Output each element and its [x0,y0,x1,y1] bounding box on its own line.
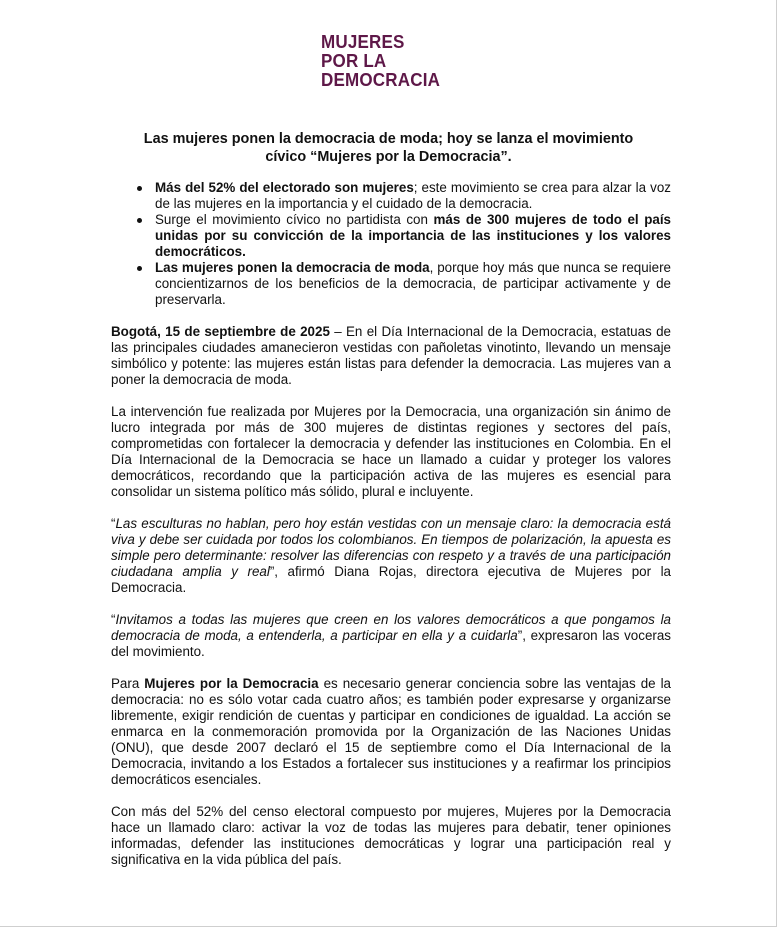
paragraph-dateline [111,324,671,388]
key-points-list [111,180,671,308]
paragraph-3-bold: Mujeres por la Democracia [144,676,319,691]
key-point-3-text: , porque hoy más que nunca se requiere concientizarnos de los beneficios de la democracia, de participar activamente y de preservarla. [155,260,671,307]
organization-logo [321,32,440,89]
press-release-title [111,130,666,166]
quote-voceras [111,612,671,660]
paragraph-intervention [111,404,671,500]
title-line-2: cívico “Mujeres por la Democracia”. [265,149,512,165]
key-point-1-text: ; este movimiento se crea para alzar la voz de las mujeres en la importancia y el cuidado de la democracia. [155,180,671,211]
press-release-body [111,180,671,884]
quote-1-open: “ [111,516,116,531]
title-line-1: Las mujeres ponen la democracia de moda; hoy se lanza el movimiento [143,131,634,147]
quote-1-text: Las esculturas no hablan, pero hoy están vestidas con un mensaje claro: la democracia está viva y debe ser cuidada por todos los colombianos. En tiempos de polarización, la apuesta es simple pero determinante: resolver las diferencias con respeto y a través de una participación ciudadana amplia y real [111,516,671,579]
quote-1-attribution: ”, afirmó Diana Rojas, directora ejecutiva de Mujeres por la Democracia. [111,564,671,595]
paragraph-4-text: Con más del 52% del censo electoral compuesto por mujeres, Mujeres por la Democracia hace un llamado claro: activar la voz de todas las mujeres para debatir, tener opiniones informadas, defender las instituciones democráticas y lograr una participación real y significativa en la vida pública del país. [111,804,671,867]
key-point-2 [111,212,671,260]
key-point-3-bold: Las mujeres ponen la democracia de moda [155,260,430,275]
key-point-2-bold: más de 300 mujeres de todo el país unidas por su convicción de la importancia de las instituciones y los valores democráticos. [155,212,671,259]
logo-line-3: DEMOCRACIA [321,69,441,90]
logo-line-2: POR LA [321,50,387,71]
dateline: Bogotá, 15 de septiembre de 2025 [111,324,330,339]
bullet-icon [137,186,142,191]
bullet-icon [137,218,142,223]
key-point-2-text: Surge el movimiento cívico no partidista con [155,212,434,227]
quote-diana-rojas [111,516,671,596]
paragraph-2-text: La intervención fue realizada por Mujeres por la Democracia, una organización sin ánimo de lucro integrada por más de 300 mujeres de distintas regiones y sectores del país, comprometidas con fortalecer la democracia y defender las instituciones en Colombia. En el Día Internacional de la Democracia se hace un llamado a cuidar y proteger los valores democráticos, recordando que la participación activa de las mujeres es esencial para consolidar un sistema político más sólido, plural e incluyente. [111,404,671,499]
quote-2-open: “ [111,612,116,627]
key-point-1-bold: Más del 52% del electorado son mujeres [155,180,414,195]
paragraph-closing [111,804,671,868]
key-point-3 [111,260,671,308]
paragraph-3-before: Para [111,676,145,691]
quote-2-text: Invitamos a todas las mujeres que creen en los valores democráticos a que pongamos la democracia de moda, a entenderla, a participar en ella y a cuidarla [111,612,671,643]
paragraph-1-text: – En el Día Internacional de la Democracia, estatuas de las principales ciudades amanecieron vestidas con pañoletas vinotinto, llevando un mensaje simbólico y potente: las mujeres están listas para defender la democracia. Las mujeres van a poner la democracia de moda. [111,324,671,387]
key-point-1 [111,180,671,212]
paragraph-3-after: es necesario generar conciencia sobre las ventajas de la democracia: no es sólo votar cada cuatro años; es también poder expresarse y organizarse libremente, exigir rendición de cuentas y participar en condiciones de igualdad. La acción se enmarca en la conmemoración promovida por la Organización de las Naciones Unidas (ONU), que desde 2007 declaró el 15 de septiembre como el Día Internacional de la Democracia, invitando a los Estados a fortalecer sus instituciones y a reafirmar los principios democráticos esenciales. [111,676,672,787]
quote-2-attribution: ”, expresaron las voceras del movimiento. [111,628,671,659]
bullet-icon [137,266,142,271]
logo-line-1: MUJERES [321,31,405,52]
paragraph-awareness [111,676,671,788]
